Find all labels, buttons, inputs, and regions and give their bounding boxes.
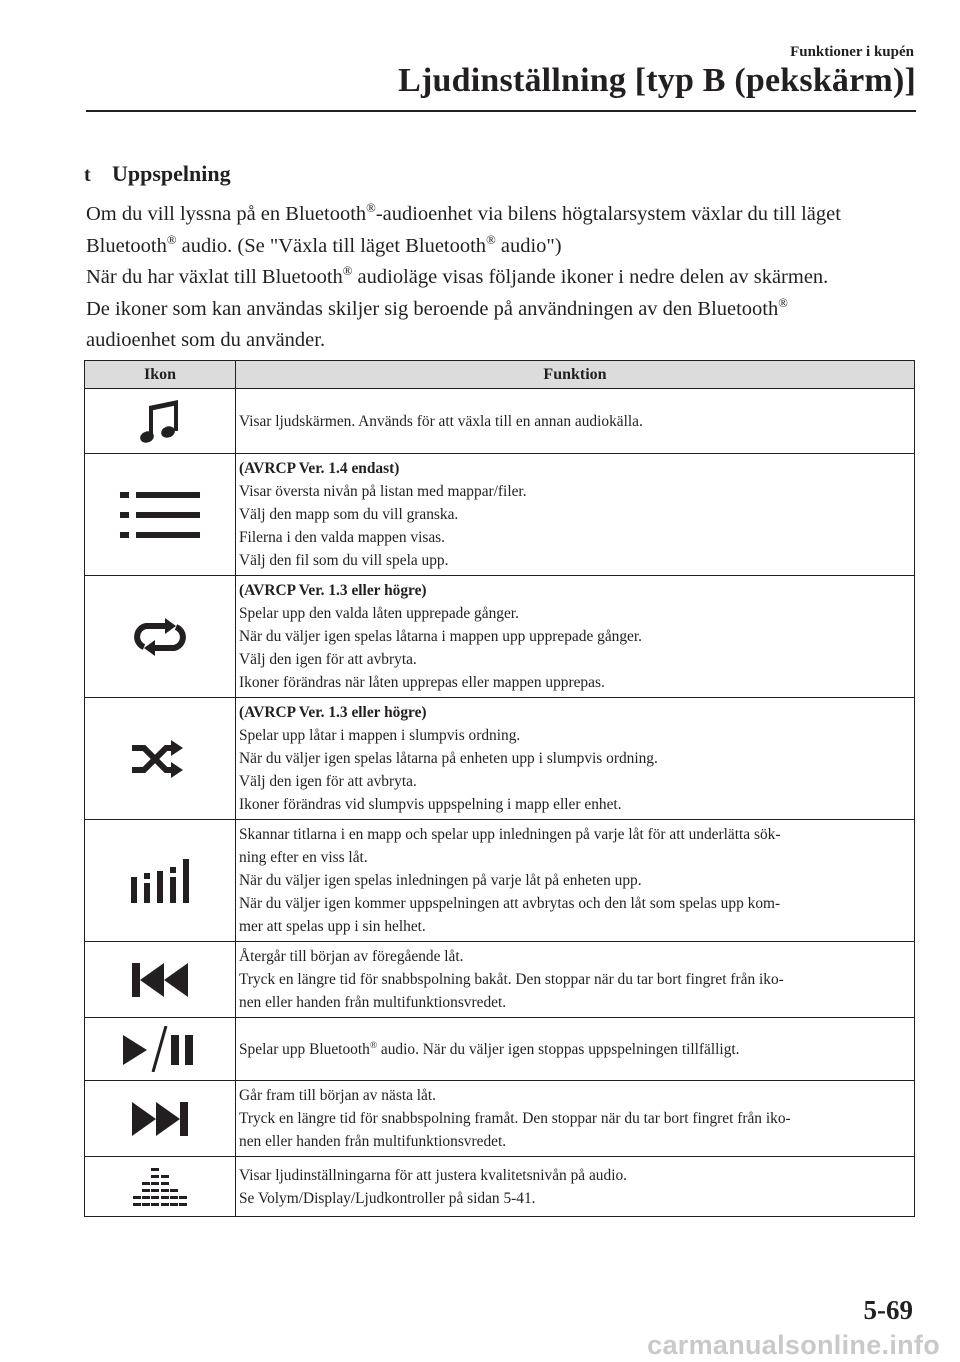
function-cell (236, 576, 915, 698)
function-text: mer att spelas upp i sin helhet. (239, 918, 426, 935)
function-text: Filerna i den valda mappen visas. (239, 529, 446, 546)
table-row (85, 389, 915, 454)
header-section-label: Funktioner i kupén (790, 44, 914, 60)
icon-cell (85, 1018, 236, 1081)
section-heading-text: Uppspelning (112, 161, 231, 186)
section-heading (84, 161, 231, 187)
page-title: Ljudinställning [typ B (pekskärm)] (398, 62, 916, 99)
function-text-run: audio. När du väljer igen stoppas uppspelningen tillfälligt. (377, 1040, 740, 1058)
next-track-icon (132, 1102, 188, 1136)
intro-text-run: Om du vill lyssna på en Bluetooth (86, 203, 367, 225)
function-cell (236, 389, 915, 454)
function-text: Tryck en längre tid för snabbspolning bakåt. Den stoppar när du tar bort fingret från iko- (239, 971, 784, 988)
function-text: Se Volym/Display/Ljudkontroller på sidan 5-41. (239, 1189, 536, 1207)
play-pause-icon (123, 1026, 197, 1072)
equalizer-icon (133, 1168, 187, 1206)
intro-line-4 (86, 294, 926, 326)
function-cell (236, 698, 915, 820)
function-cell (236, 1157, 915, 1217)
intro-text-run: audio") (495, 234, 562, 257)
function-cell (236, 820, 915, 942)
function-text: Spelar upp låtar i mappen i slumpvis ordning. (239, 727, 521, 744)
icon-cell (85, 576, 236, 698)
registered-mark: ® (486, 232, 496, 247)
function-text: Spelar upp den valda låten upprepade gånger. (239, 605, 519, 622)
registered-mark: ® (366, 201, 376, 216)
intro-text-run: Bluetooth (86, 234, 167, 257)
table-row (85, 1157, 915, 1217)
function-text: ning efter en viss låt. (239, 849, 368, 866)
function-text: Återgår till början av föregående låt. (239, 948, 464, 965)
table-row (85, 942, 915, 1018)
icon-cell (85, 454, 236, 576)
function-text: Välj den mapp som du vill granska. (239, 506, 459, 523)
function-text: Skannar titlarna i en mapp och spelar upp inledningen på varje låt för att underlätta sök- (239, 826, 781, 843)
icon-function-table (84, 360, 915, 1217)
function-text: Ikoner förändras vid slumpvis uppspelning i mapp eller enhet. (239, 796, 622, 813)
registered-mark: ® (342, 264, 353, 279)
function-text: Visar ljudinställningarna för att justera kvalitetsnivån på audio. (239, 1166, 628, 1184)
registered-mark: ® (778, 295, 788, 310)
intro-text-run: De ikoner som kan användas skiljer sig beroende på användningen av den Bluetooth (86, 297, 779, 320)
version-note: (AVRCP Ver. 1.3 eller högre) (239, 704, 427, 721)
function-text: Välj den igen för att avbryta. (239, 651, 417, 668)
function-text: När du väljer igen kommer uppspelningen att avbrytas och den låt som spelas upp kom- (239, 895, 781, 912)
function-text-run: Spelar upp Bluetooth (239, 1040, 370, 1058)
function-text: Ikoner förändras när låten upprepas eller mappen upprepas. (239, 674, 605, 691)
intro-text-run: -audioenhet via bilens högtalarsystem växlar du till läget (375, 203, 841, 225)
icon-cell (85, 1081, 236, 1157)
function-cell (236, 454, 915, 576)
registered-mark: ® (166, 232, 177, 247)
function-cell (236, 942, 915, 1018)
function-text: När du väljer igen spelas inledningen på varje låt på enheten upp. (239, 872, 642, 889)
table-row (85, 1081, 915, 1157)
shuffle-icon (132, 739, 188, 779)
function-text: nen eller handen från multifunktionsvredet. (239, 1133, 507, 1150)
header-rule (86, 110, 916, 112)
previous-track-icon (132, 963, 188, 997)
table-row (85, 454, 915, 576)
function-cell (236, 1081, 915, 1157)
intro-text-run: När du har växlat till Bluetooth (86, 266, 343, 288)
intro-line-5: audioenhet som du använder. (86, 329, 326, 351)
function-text: Går fram till början av nästa låt. (239, 1087, 437, 1104)
intro-text-run: audioläge visas följande ikoner i nedre delen av skärmen. (352, 266, 829, 288)
function-text: När du väljer igen spelas låtarna i mappen upp upprepade gånger. (239, 628, 642, 645)
table-row (85, 698, 915, 820)
repeat-icon (132, 617, 188, 657)
function-text (239, 1038, 908, 1061)
column-header-icon: Ikon (85, 361, 236, 389)
page-number: 5-69 (863, 1295, 913, 1325)
scan-icon (131, 859, 189, 903)
icon-cell (85, 942, 236, 1018)
intro-text-run: audio. (Se "Växla till läget Bluetooth (176, 234, 487, 257)
watermark: carmanualsonline.info (647, 1330, 940, 1360)
function-text: Tryck en längre tid för snabbspolning framåt. Den stoppar när du tar bort fingret från iko- (239, 1110, 791, 1127)
intro-line-3 (86, 262, 926, 294)
function-cell (236, 1018, 915, 1081)
function-text: nen eller handen från multifunktionsvredet. (239, 994, 507, 1011)
version-note: (AVRCP Ver. 1.4 endast) (239, 460, 400, 477)
section-marker: t (84, 164, 91, 186)
icon-cell (85, 820, 236, 942)
intro-line-2 (86, 231, 926, 263)
table-row (85, 820, 915, 942)
music-note-icon (138, 397, 182, 445)
intro-text (86, 199, 926, 357)
function-text: Visar ljudskärmen. Används för att växla till en annan audiokälla. (239, 412, 643, 430)
icon-cell (85, 1157, 236, 1217)
icon-cell (85, 389, 236, 454)
column-header-function: Funktion (236, 361, 915, 389)
table-row (85, 576, 915, 698)
registered-mark: ® (369, 1039, 378, 1051)
icon-cell (85, 698, 236, 820)
table-row (85, 1018, 915, 1081)
intro-line-1 (86, 199, 926, 231)
function-text: När du väljer igen spelas låtarna på enheten upp i slumpvis ordning. (239, 750, 658, 767)
function-text: Visar översta nivån på listan med mappar/filer. (239, 483, 527, 500)
table-header-row (85, 361, 915, 389)
function-text: Välj den igen för att avbryta. (239, 773, 417, 790)
version-note: (AVRCP Ver. 1.3 eller högre) (239, 582, 427, 599)
list-icon (120, 492, 200, 538)
function-text: Välj den fil som du vill spela upp. (239, 552, 449, 569)
